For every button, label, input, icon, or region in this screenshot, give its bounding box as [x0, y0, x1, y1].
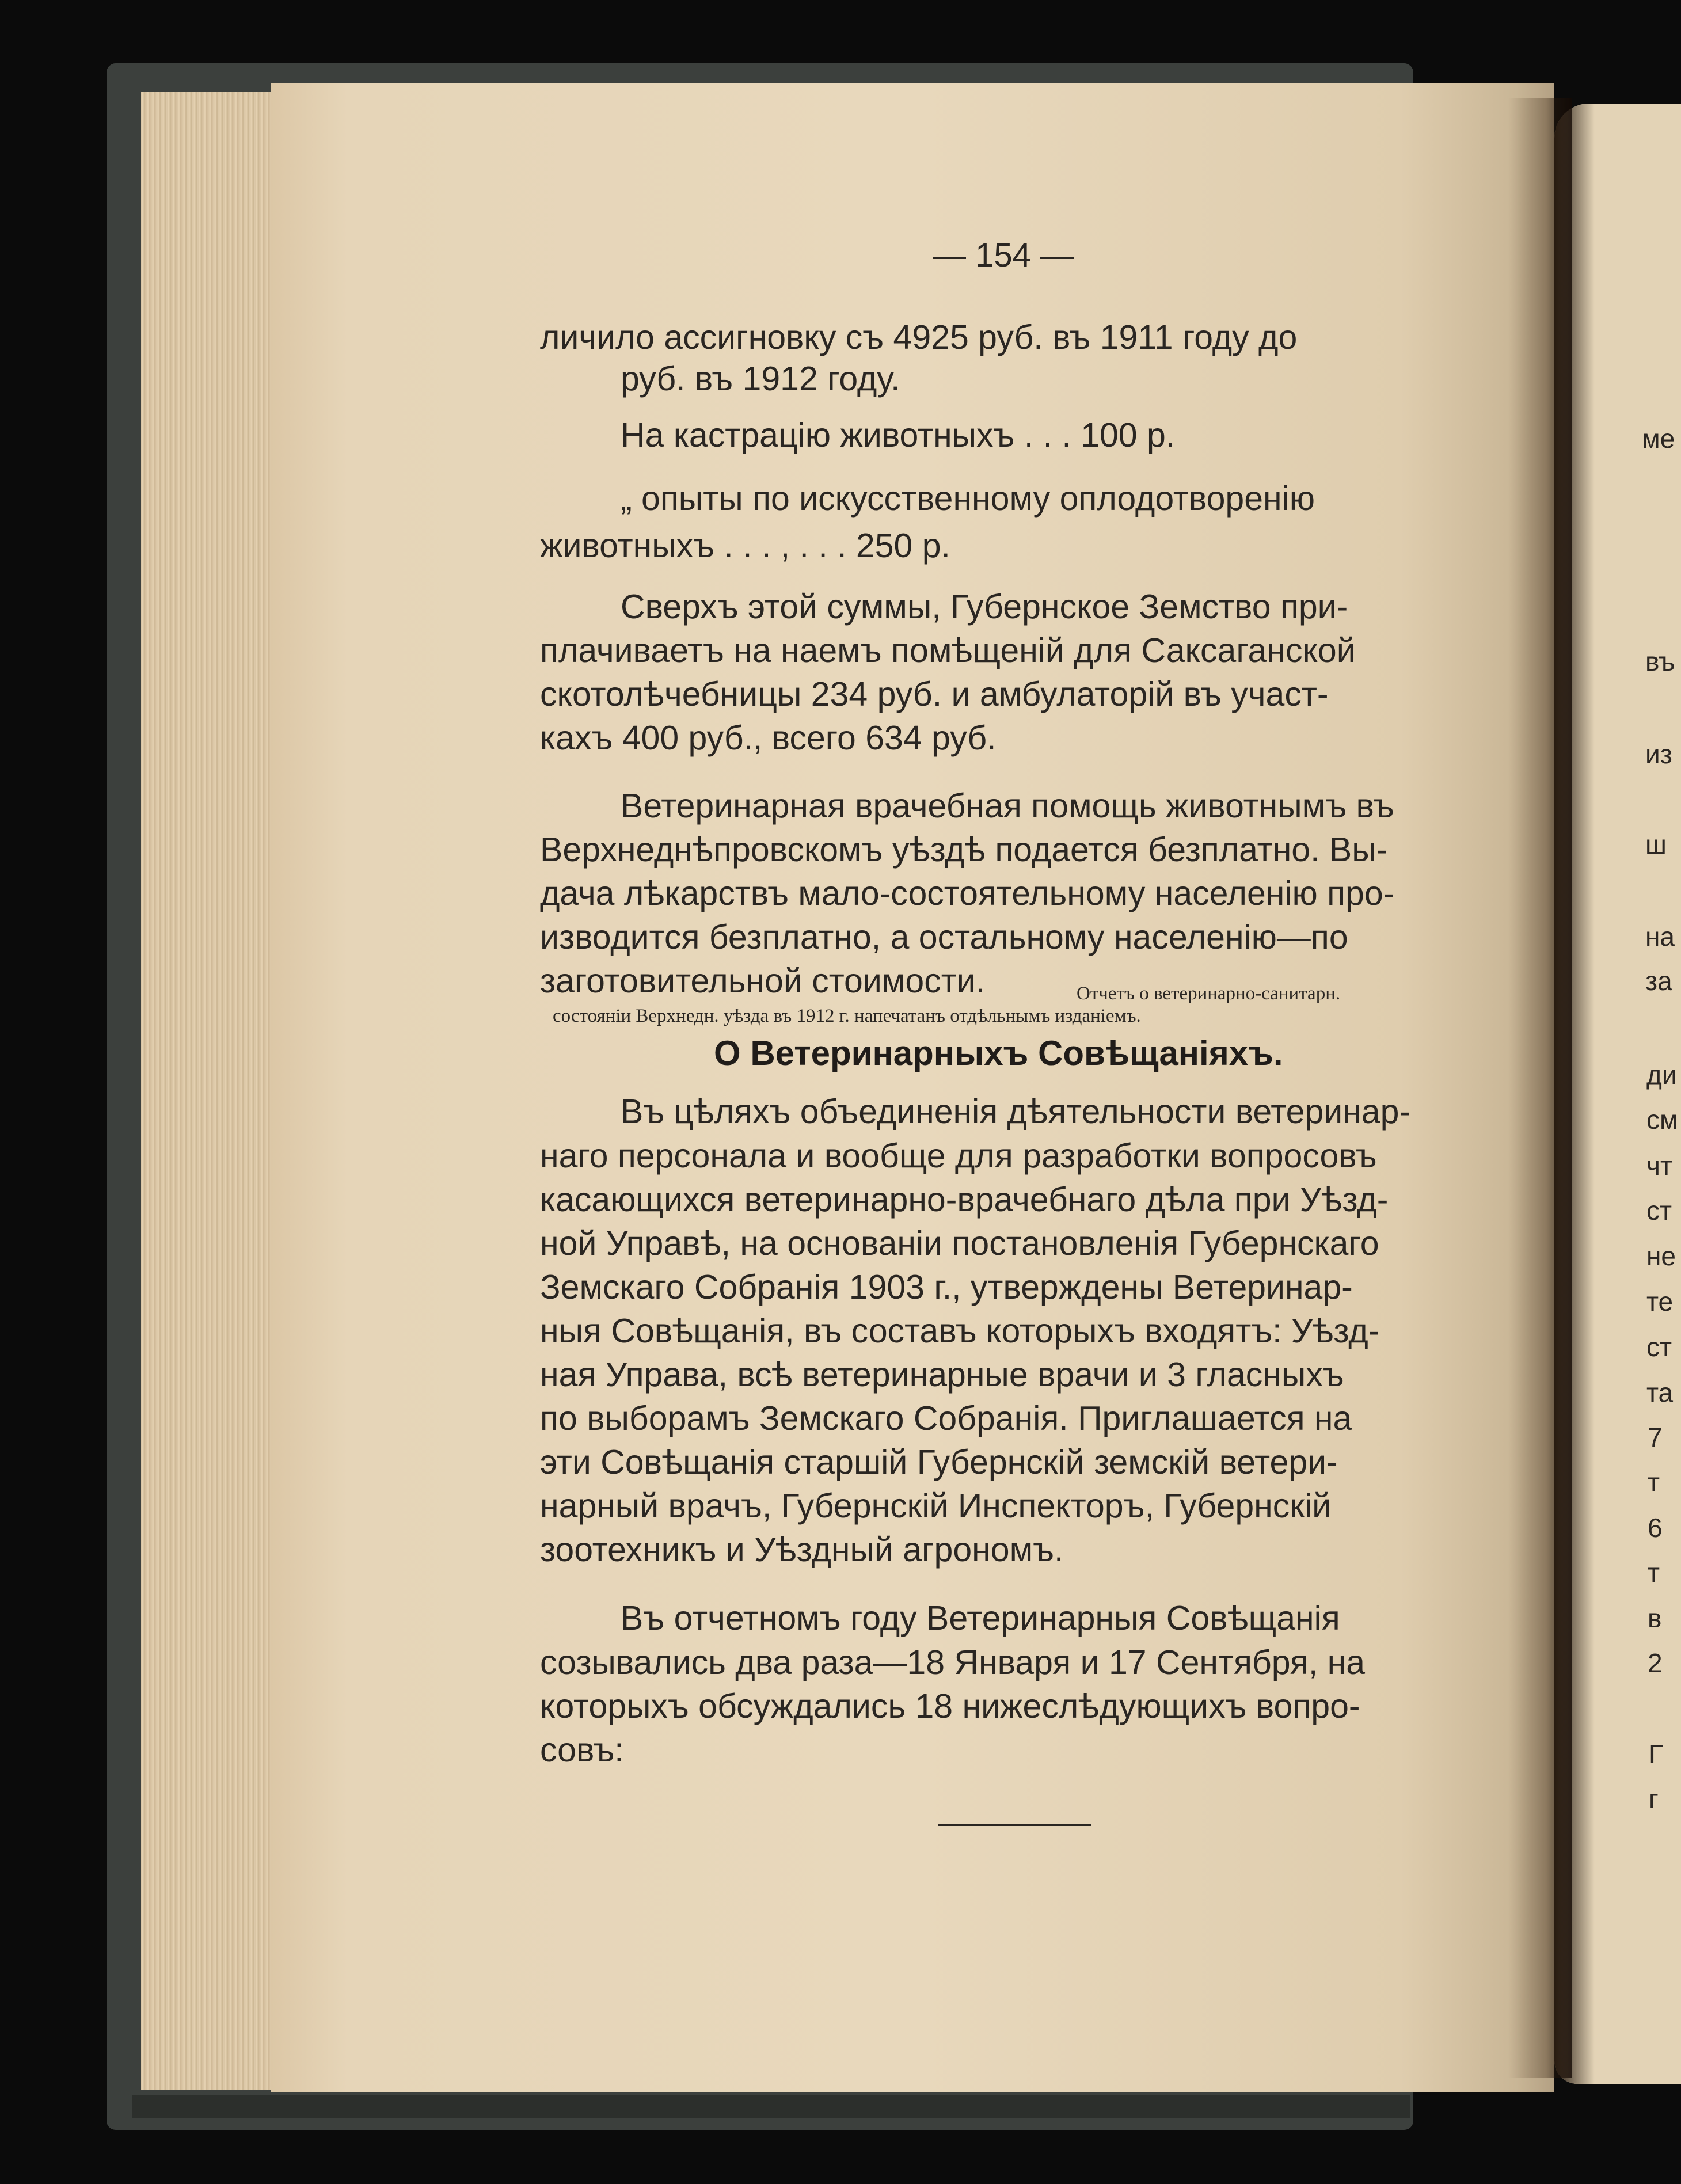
text-line: руб. въ 1912 году. — [621, 360, 900, 398]
text-line: касающихся ветеринарно-врачебнаго дѣла при Уѣзд- — [540, 1181, 1389, 1219]
text-line: ныя Совѣщанія, въ составъ которыхъ входятъ: Уѣзд- — [540, 1312, 1380, 1350]
right-page-fragment: въ — [1645, 646, 1675, 676]
text-line: зоотехникъ и Уѣздный агрономъ. — [540, 1531, 1064, 1569]
text-line: личило ассигновку съ 4925 руб. въ 1911 году до — [540, 318, 1298, 356]
right-page-fragment: ме — [1642, 424, 1675, 454]
page-edges — [141, 92, 273, 2090]
footnote-source: состояніи Верхнедн. уѣзда въ 1912 г. напечатанъ отдѣльнымъ изданіемъ. — [553, 1006, 1141, 1026]
text-line: по выборамъ Земскаго Собранія. Приглашается на — [540, 1399, 1352, 1437]
text-line: „ опыты по искусственному оплодотворенію — [621, 480, 1315, 518]
text-line: скотолѣчебницы 234 руб. и амбулаторій въ участ- — [540, 675, 1329, 713]
text-line: кахъ 400 руб., всего 634 руб. — [540, 719, 997, 757]
right-page-fragment: за — [1645, 966, 1672, 996]
right-page-fragment: т — [1648, 1467, 1660, 1497]
text-line: ной Управѣ, на основаніи постановленія Губернскаго — [540, 1224, 1379, 1262]
closing-rule — [938, 1824, 1091, 1826]
page-number: — 154 — — [933, 237, 1074, 274]
text-line: Ветеринарная врачебная помощь животнымъ въ — [621, 787, 1394, 825]
text-line: Земскаго Собранія 1903 г., утверждены Ветеринар- — [540, 1268, 1353, 1306]
text-line: плачиваетъ на наемъ помѣщеній для Саксаганской — [540, 631, 1356, 669]
right-page-fragment: 7 — [1648, 1422, 1663, 1452]
text-line: дача лѣкарствъ мало-состоятельному населенію про- — [540, 874, 1395, 912]
right-page-fragment: из — [1645, 739, 1672, 769]
text-line: Сверхъ этой суммы, Губернское Земство при- — [621, 588, 1348, 626]
text-line: наго персонала и вообще для разработки вопросовъ — [540, 1137, 1377, 1175]
text-line: совъ: — [540, 1731, 624, 1769]
text-line: Верхнеднѣпровскомъ уѣздѣ подается безплатно. Вы- — [540, 831, 1388, 869]
cover-bottom-edge — [132, 2095, 1410, 2118]
right-page-fragment: чт — [1646, 1151, 1673, 1181]
text-line: Въ цѣляхъ объединенія дѣятельности ветеринар- — [621, 1093, 1411, 1131]
text-line: которыхъ обсуждались 18 нижеслѣдующихъ вопро- — [540, 1687, 1360, 1725]
footnote-source: Отчетъ о ветеринарно-санитарн. — [1077, 983, 1341, 1004]
right-page-fragment: не — [1646, 1241, 1676, 1271]
right-page-fragment: см — [1646, 1105, 1678, 1135]
right-page-fragment: ш — [1645, 830, 1667, 859]
text-line: заготовительной стоимости. — [540, 962, 986, 1000]
right-page-fragment: ст — [1646, 1196, 1672, 1226]
right-page-fragment: в — [1648, 1603, 1662, 1633]
text-line: нарный врачъ, Губернскій Инспекторъ, Губернскій — [540, 1487, 1332, 1525]
text-line: животныхъ . . . , . . . 250 р. — [540, 527, 950, 565]
right-page-fragment: та — [1646, 1378, 1674, 1407]
text-line: На кастрацію животныхъ . . . 100 р. — [621, 416, 1176, 454]
section-heading: О Ветеринарныхъ Совѣщаніяхъ. — [714, 1034, 1283, 1072]
text-line: ная Управа, всѣ ветеринарные врачи и 3 гласныхъ — [540, 1356, 1344, 1394]
text-line: созывались два раза—18 Января и 17 Сентября, на — [540, 1643, 1366, 1681]
right-page-fragment: Г — [1649, 1739, 1663, 1769]
right-page-fragment: ди — [1646, 1060, 1677, 1090]
page-gutter-shadow — [1508, 98, 1572, 2078]
right-page-fragment: ст — [1646, 1332, 1672, 1362]
right-page-fragment: г — [1649, 1784, 1659, 1814]
right-page-fragment: т — [1648, 1558, 1660, 1588]
text-line: эти Совѣщанія старшій Губернскій земскій ветери- — [540, 1443, 1338, 1481]
text-line: Въ отчетномъ году Ветеринарныя Совѣщанія — [621, 1599, 1340, 1637]
right-page-fragment: те — [1646, 1287, 1674, 1317]
right-page-fragment: на — [1645, 922, 1675, 952]
text-line: изводится безплатно, а остальному населенію—по — [540, 918, 1348, 956]
right-page-fragment: 2 — [1648, 1648, 1663, 1678]
right-page-fragment: 6 — [1648, 1513, 1663, 1543]
